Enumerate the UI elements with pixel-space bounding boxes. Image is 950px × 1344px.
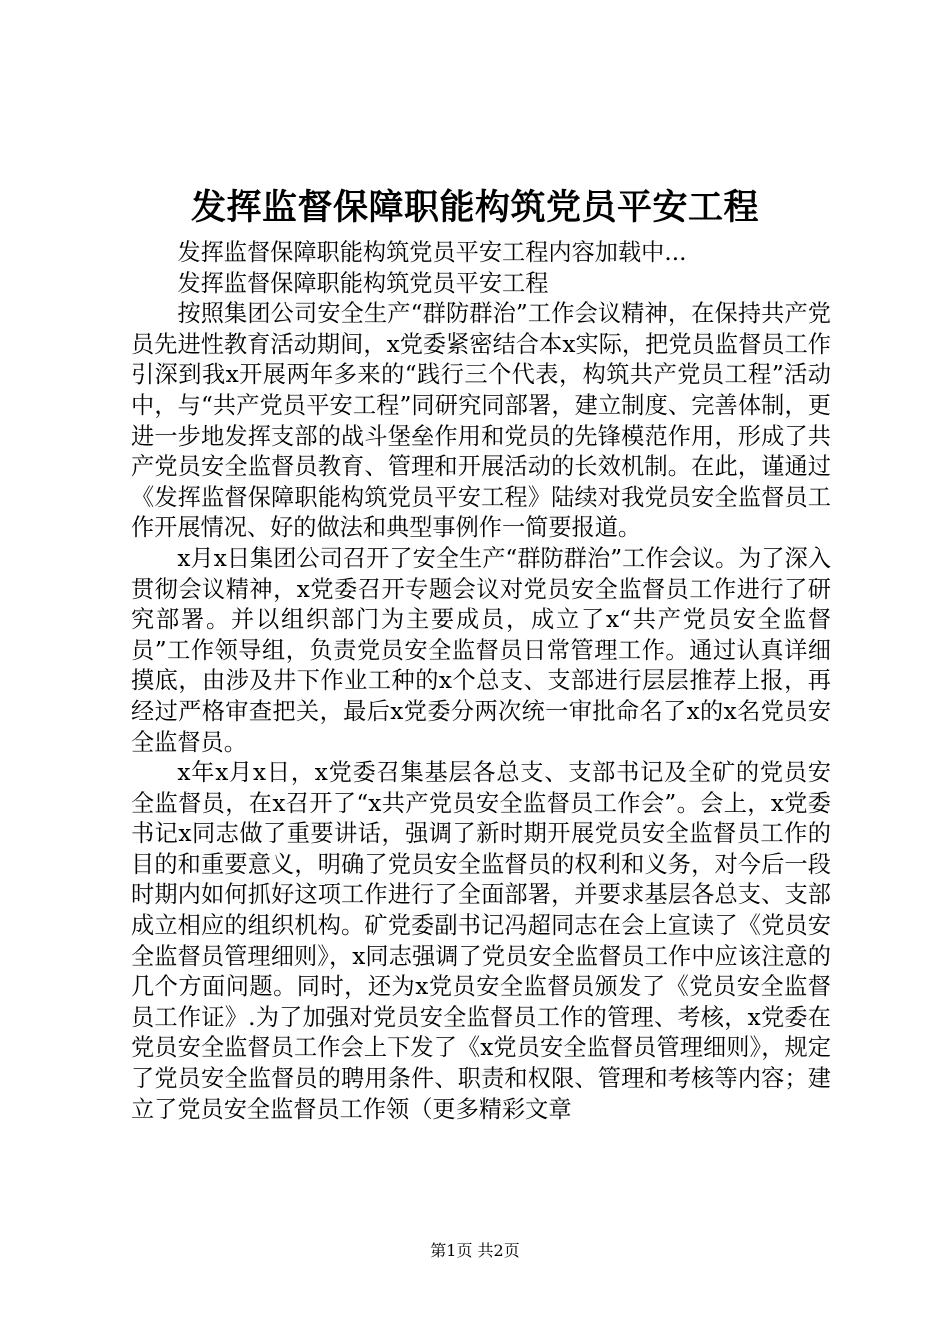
- paragraph-meeting: x月x日集团公司召开了安全生产“群防群治”工作会议。为了深入贯彻会议精神，x党委召开专题会议对党员安全监督员工作进行了研究部署。并以组织部门为主要成员，成立了x“共产党员安全监督员”工作领导组，负责党员安全监督员日常管理工作。通过认真详细摸底，由涉及井下作业工种的x个总支、支部进行层层推荐上报，再经过严格审查把关，最后x党委分两次统一审批命名了x的x名党员安全监督员。: [131, 544, 832, 756]
- paragraph-intro: 按照集团公司安全生产“群防群治”工作会议精神，在保持共产党员先进性教育活动期间，x党委紧密结合本x实际，把党员监督员工作引深到我x开展两年多来的“践行三个代表，构筑共产党员工程”活动中，与“共产党员平安工程”同研究同部署，建立制度、完善体制，更进一步地发挥支部的战斗堡垒作用和党员的先锋模范作用，形成了共产党员安全监督员教育、管理和开展活动的长效机制。在此，谨通过《发挥监督保障职能构筑党员平安工程》陆续对我党员安全监督员工作开展情况、好的做法和典型事例作一简要报道。: [131, 300, 831, 542]
- paragraph-work-conference: x年x月x日，x党委召集基层各总支、支部书记及全矿的党员安全监督员，在x召开了“x共产党员安全监督员工作会”。会上，x党委书记x同志做了重要讲话，强调了新时期开展党员安全监督员工作的目的和重要意义，明确了党员安全监督员的权利和义务，对今后一段时期内如何抓好这项工作进行了全面部署，并要求基层各总支、支部成立相应的组织机构。矿党委副书记冯超同志在会上宣读了《党员安全监督员管理细则》，x同志强调了党员安全监督员工作中应该注意的几个方面问题。同时，还为x党员安全监督员颁发了《党员安全监督员工作证》.为了加强对党员安全监督员工作的管理、考核，x党委在党员安全监督员工作会上下发了《x党员安全监督员管理细则》，规定了党员安全监督员的聘用条件、职责和权限、管理和考核等内容；建立了党员安全监督员工作领（更多精彩文章: [131, 759, 831, 1123]
- document-title: 发挥监督保障职能构筑党员平安工程: [190, 187, 759, 228]
- paragraph-subtitle: 发挥监督保障职能构筑党员平安工程: [177, 269, 549, 297]
- paragraph-loading-notice: 发挥监督保障职能构筑党员平安工程内容加载中...: [177, 239, 687, 266]
- page-number-footer: 第1页 共2页: [430, 1241, 520, 1260]
- document-body: [131, 238, 831, 1125]
